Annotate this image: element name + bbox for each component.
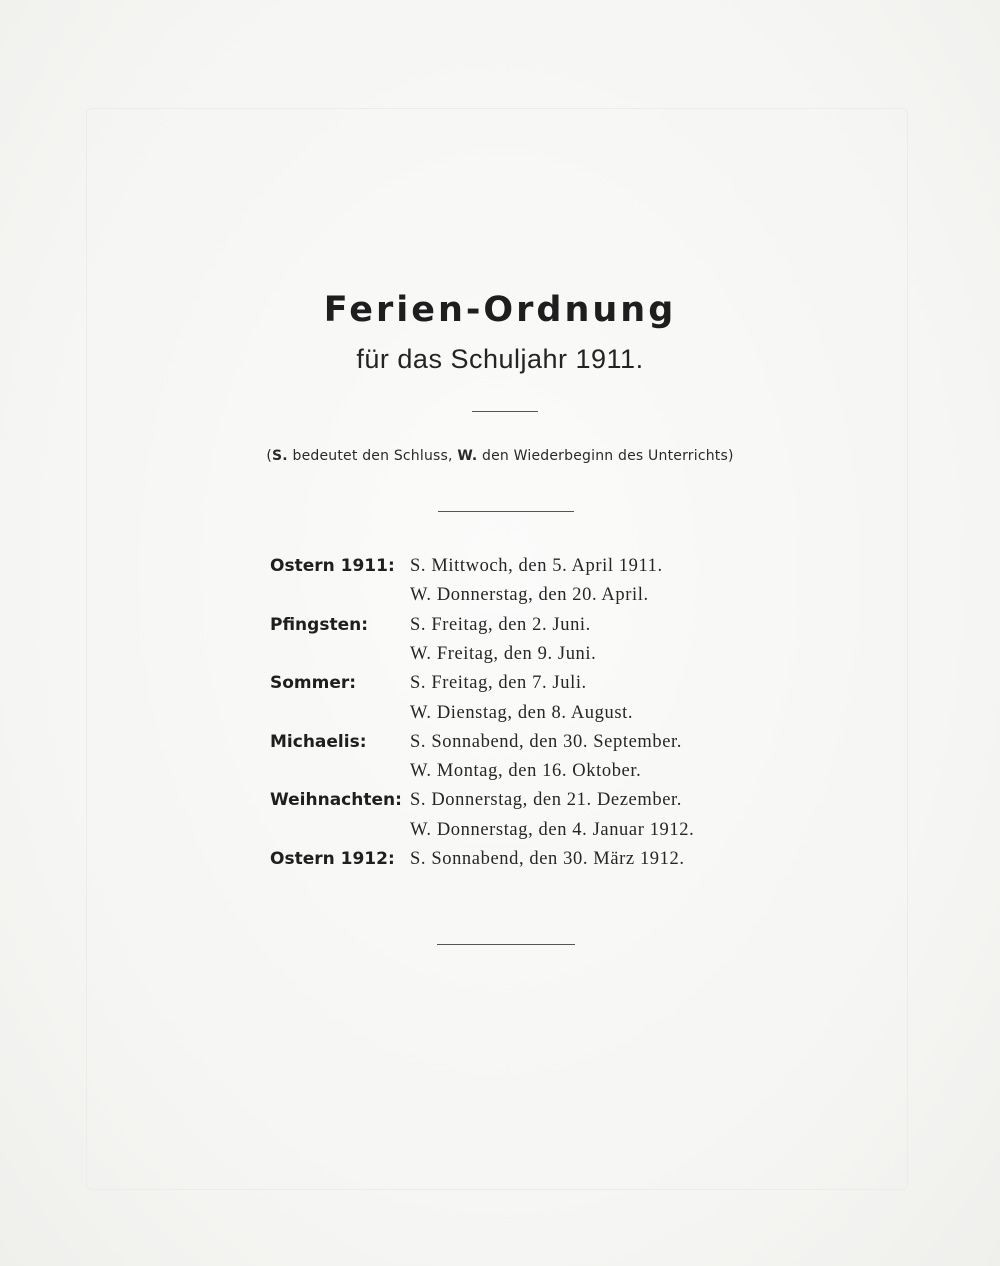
holiday-close-date: S. Donnerstag, den 21. Dezember. [410, 790, 682, 811]
schedule-row [270, 732, 770, 761]
note-close-paren: ) [727, 448, 734, 464]
holiday-period-label: Sommer: [270, 673, 357, 694]
holiday-close-date: S. Sonnabend, den 30. März 1912. [410, 849, 685, 869]
holiday-period-label: Michaelis: [270, 731, 367, 752]
divider-rule [472, 411, 538, 412]
schedule-row [270, 673, 770, 702]
holiday-period-label: Ostern 1912: [270, 849, 395, 869]
holiday-period-label: Weihnachten: [270, 790, 402, 811]
divider-rule [438, 511, 574, 512]
schedule-row [270, 849, 770, 878]
holiday-close-date: S. Freitag, den 7. Juli. [410, 673, 587, 694]
schedule-row [270, 790, 770, 819]
schedule-row [270, 615, 770, 644]
holiday-resume-date: W. Donnerstag, den 4. Januar 1912. [410, 819, 695, 840]
holiday-close-date: S. Mittwoch, den 5. April 1911. [410, 556, 663, 576]
schedule-row [270, 556, 770, 585]
note-w-explanation: den Wiederbeginn des Unterrichts [477, 448, 728, 464]
holiday-period-label: Ostern 1911: [270, 556, 395, 576]
divider-rule [437, 944, 575, 945]
note-s-explanation: bedeutet den Schluss, [287, 448, 458, 464]
holiday-close-date: S. Sonnabend, den 30. September. [410, 731, 683, 752]
schedule-row [270, 820, 770, 849]
note-w-abbreviation: W. [457, 448, 478, 464]
holiday-resume-date: W. Donnerstag, den 20. April. [410, 585, 649, 606]
page-subtitle: für das Schuljahr 1911. [356, 344, 644, 374]
note-open-paren: ( [266, 448, 273, 464]
holiday-period-label: Pfingsten: [270, 614, 369, 635]
holiday-resume-date: W. Dienstag, den 8. August. [410, 702, 634, 723]
abbreviation-note [0, 448, 1000, 464]
holiday-resume-date: W. Montag, den 16. Oktober. [410, 761, 642, 782]
note-s-abbreviation: S. [272, 448, 288, 464]
schedule-row [270, 761, 770, 790]
page-title: Ferien-Ordnung [323, 290, 677, 330]
schedule-row [270, 585, 770, 614]
holiday-resume-date: W. Freitag, den 9. Juni. [410, 643, 597, 664]
schedule-row [270, 644, 770, 673]
schedule-row [270, 703, 770, 732]
holiday-close-date: S. Freitag, den 2. Juni. [410, 614, 591, 635]
